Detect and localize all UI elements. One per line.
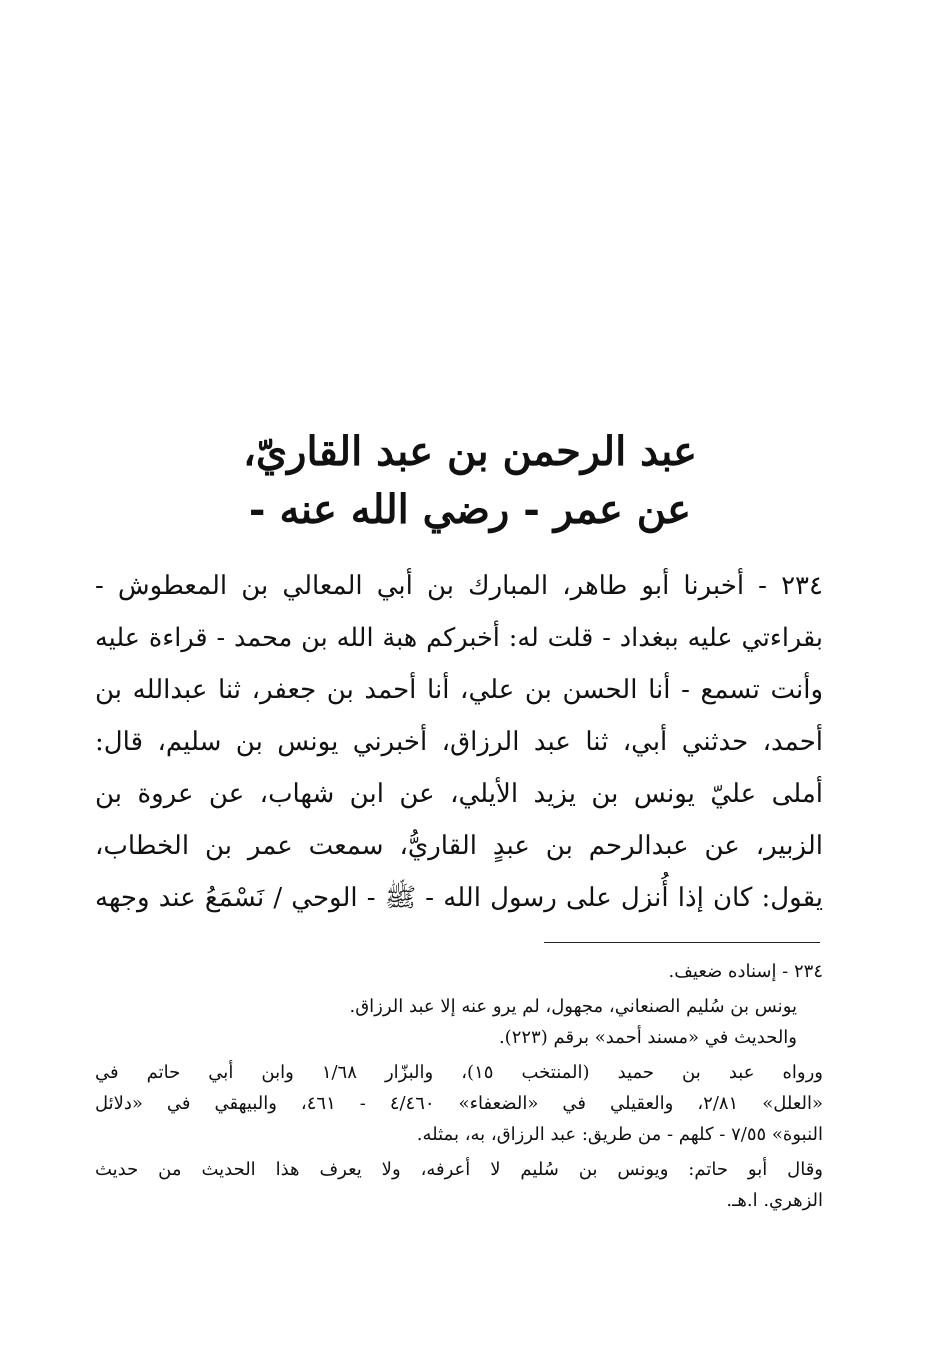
- footnote-line: ورواه عبد بن حميد (المنتخب ١٥)، والبزّار ١/٦٨ وابن أبي حاتم في: [95, 1062, 823, 1083]
- footnote-line: وقال أبو حاتم: ويونس بن سُليم لا أعرفه، ولا يعرف هذا الحديث من حديث: [95, 1159, 823, 1180]
- footnote-line: ٢٣٤ - إسناده ضعيف.: [668, 961, 823, 982]
- footnotes: [95, 956, 823, 1216]
- footnote-line: النبوة» ٧/٥٥ - كلهم - من طريق: عبد الرزاق، به، بمثله.: [416, 1124, 823, 1145]
- body-line: الزبير، عن عبدالرحم بن عبدٍ القاريُّ، سمعت عمر بن الخطاب،: [95, 831, 823, 861]
- footnote-line: يونس بن سُليم الصنعاني، مجهول، لم يرو عنه إلا عبد الرزاق.: [349, 996, 797, 1017]
- body-line: بقراءتي عليه ببغداد - قلت له: أخبركم هبة الله بن محمد - قراءة عليه: [95, 623, 823, 653]
- footnote-line: «العلل» ٢/٨١، والعقيلي في «الضعفاء» ٤/٤٦٠ - ٤٦١، والبيهقي في «دلائل: [95, 1093, 823, 1114]
- footnote-line: والحديث في «مسند أحمد» برقم (٢٢٣).: [498, 1027, 797, 1048]
- chapter-heading-line-1: عبد الرحمن بن عبد القاريّ،: [242, 428, 698, 475]
- hadith-body: [95, 560, 823, 924]
- footnote-line: الزهري. ا.هـ.: [726, 1190, 823, 1211]
- chapter-heading-line-2: عن عمر - رضي الله عنه -: [248, 486, 692, 533]
- body-line: ٢٣٤ - أخبرنا أبو طاهر، المبارك بن أبي المعالي بن المعطوش -: [95, 571, 823, 601]
- body-line: أملى عليّ يونس بن يزيد الأيلي، عن ابن شهاب، عن عروة بن: [95, 779, 823, 809]
- footnote-divider: [544, 942, 820, 943]
- body-line: أحمد، حدثني أبي، ثنا عبد الرزاق، أخبرني يونس بن سليم، قال:: [95, 727, 823, 757]
- body-line: وأنت تسمع - أنا الحسن بن علي، أنا أحمد بن جعفر، ثنا عبدالله بن: [95, 675, 823, 705]
- body-line: يقول: كان إذا أُنزل على رسول الله - ﷺ - الوحي / نَسْمَعُ عند وجهه: [95, 883, 823, 913]
